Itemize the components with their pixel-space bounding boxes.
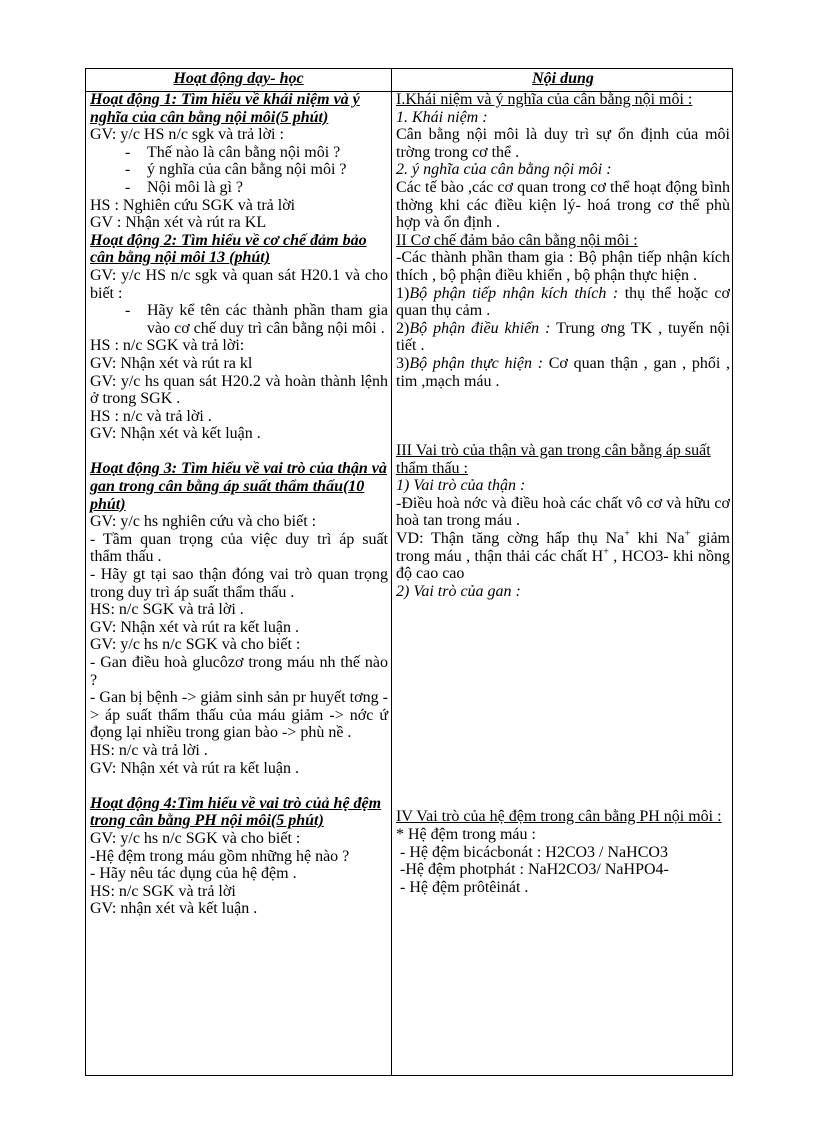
activity-1-gv-conclusion: GV : Nhận xét và rút ra KL [90,214,267,232]
column-divider [391,69,392,1075]
section-1-title: I.Khái niệm và ý nghĩa của cân bằng nội môi : [396,91,693,108]
section-1-1-text: Cân bằng nội môi là duy trì sự ổn định của môi trờng trong cơ thể . [396,126,730,161]
section-2-item-1: 1)Bộ phận tiếp nhận kích thích : thụ thể hoặc cơ quan thụ cảm . [396,284,730,320]
section-2-item-2: 2)Bộ phận điều khiển : Trung ơng TK , tuyến nội tiết . [396,319,731,355]
activity-4-title: Hoạt động 4:Tìm hiểu về vai trò củả hệ đệm trong cân bằng PH nội môi(5 phút) [90,794,382,830]
activity-2-gv-2: GV: Nhận xét và rút ra kl [90,354,253,372]
activity-4-question-1: -Hệ đệm trong máu gồm những hệ nào ? [90,847,350,865]
section-4-line-3: -Hệ đệm photphát : NaH2CO3/ NaHPO4- [400,861,669,879]
activity-4-gv-2: GV: nhận xét và kết luận . [90,900,258,918]
section-2-title: II Cơ chế đảm bảo cân bằng nội môi : [396,231,638,249]
activity-3-question-2: - Hãy gt tại sao thận đóng vai trò quan trọng trong duy trì áp suất thẩm thấu . [90,566,388,601]
activity-2-gv-request: GV: y/c HS n/c sgk và quan sát H20.1 và cho biết : [90,266,388,302]
activity-3-gv-4: GV: Nhận xét và rút ra kết luận . [90,759,299,777]
lesson-table [85,68,733,1076]
teaching-activities-column [90,91,388,918]
activity-2-question-1: - Hãy kể tên các thành phần tham gia vào cơ chế duy trì cân bằng nội môi . [125,302,388,337]
activity-1-gv-request: GV: y/c HS n/c sgk và trả lời : [90,126,284,144]
activity-4-question-2: - Hãy nêu tác dụng của hệ đệm . [90,865,297,883]
activity-2-hs-1: HS : n/c SGK và trả lời: [90,337,245,355]
section-1-2-label: 2. ý nghĩa của cân bằng nội môi : [396,161,612,179]
activity-1-question-1: - Thế nào là cân bằng nội môi ? [125,143,341,161]
activity-1-hs: HS : Nghiên cứu SGK và trả lời [90,196,296,214]
section-3-example: VD: Thận tăng cờng hấp thụ Na+ khi Na+ giảm trong máu , thận thải các chất H+ , HCO3- khi nồng độ cao cao [396,528,731,583]
activity-1-question-3: - Nội môi là gì ? [125,178,243,196]
activity-1-title: Hoạt động 1: Tìm hiểu về khái niệm và ý nghĩa của cân bằng nội môi(5 phút) [90,91,360,126]
section-3-2-label: 2) Vai trò của gan : [396,582,521,600]
activity-3-hs-2: HS: n/c và trả lời . [90,741,208,759]
section-1-2-text: Các tế bào ,các cơ quan trong cơ thể hoạt động bình thờng khi các điều kiện lý- hoá trong cơ thể phù hợp và ổn định . [396,178,730,232]
activity-1-question-2: - ý nghĩa của cân bằng nội môi ? [125,161,347,179]
activity-2-hs-2: HS : n/c và trả lời . [90,407,212,425]
section-3-1-label: 1) Vai trò của thận : [396,477,526,495]
activity-2-gv-4: GV: Nhận xét và kết luận . [90,425,261,443]
section-3-title: III Vai trò của thận và gan trong cân bằng áp suất thẩm thấu : [396,442,711,477]
section-4-line-4: - Hệ đệm prôtêinát . [400,878,529,896]
activity-2-title: Hoạt động 2: Tìm hiểu về cơ chế đảm bảo cân bằng nội môi 13 (phút) [90,231,367,267]
section-4-title: IV Vai trò của hệ đệm trong cân bằng PH nội môi : [396,808,722,826]
section-4-line-2: - Hệ đệm bicácbonát : H2CO3 / NaHCO3 [400,843,668,861]
activity-3-gv-2: GV: Nhận xét và rút ra kết luận . [90,618,299,636]
activity-3-question-3: - Gan điều hoà glucôzơ trong máu nh thế nào ? [90,654,388,689]
activity-3-gv-3: GV: y/c hs n/c SGK và cho biết : [90,636,301,654]
section-2-item-3: 3)Bộ phận thực hiện : Cơ quan thận , gan , phổi , tim ,mạch máu . [396,354,731,390]
left-column-header: Hoạt động dạy- học [173,70,304,87]
content-column [396,91,730,896]
section-4-line-1: * Hệ đệm trong máu : [396,826,536,844]
right-column-header: Nội dung [532,70,594,87]
activity-3-question-1: - Tầm quan trọng của việc duy trì áp suất thẩm thấu . [90,530,388,566]
activity-4-gv-1: GV: y/c hs n/c SGK và cho biết : [90,829,301,847]
activity-3-gv-1: GV: y/c hs nghiên cứu và cho biết : [90,513,317,531]
activity-3-question-4: - Gan bị bệnh -> giảm sinh sản pr huyết tơng -> áp suất thẩm thấu của máu giảm -> nớc ứ đọng lại nhiều trong gian bào -> phù nề . [90,689,388,742]
activity-3-hs-1: HS: n/c SGK và trả lời . [90,601,244,619]
section-3-1-text: -Điều hoà nớc và điều hoà các chất vô cơ và hữu cơ hoà tan trong máu . [396,494,730,530]
activity-3-title: Hoạt động 3: Tìm hiểu về vai trò của thận và gan trong cân bằng áp suất thẩm thấu(10 phút) [90,460,387,513]
activity-4-hs: HS: n/c SGK và trả lời [90,882,236,900]
section-2-text: -Các thành phần tham gia : Bộ phận tiếp nhận kích thích , bộ phận điều khiển , bộ phận thực hiện . [396,249,730,284]
activity-2-gv-3: GV: y/c hs quan sát H20.2 và hoàn thành lệnh ở trong SGK . [90,372,388,408]
section-1-1-label: 1. Khái niệm : [396,108,488,126]
